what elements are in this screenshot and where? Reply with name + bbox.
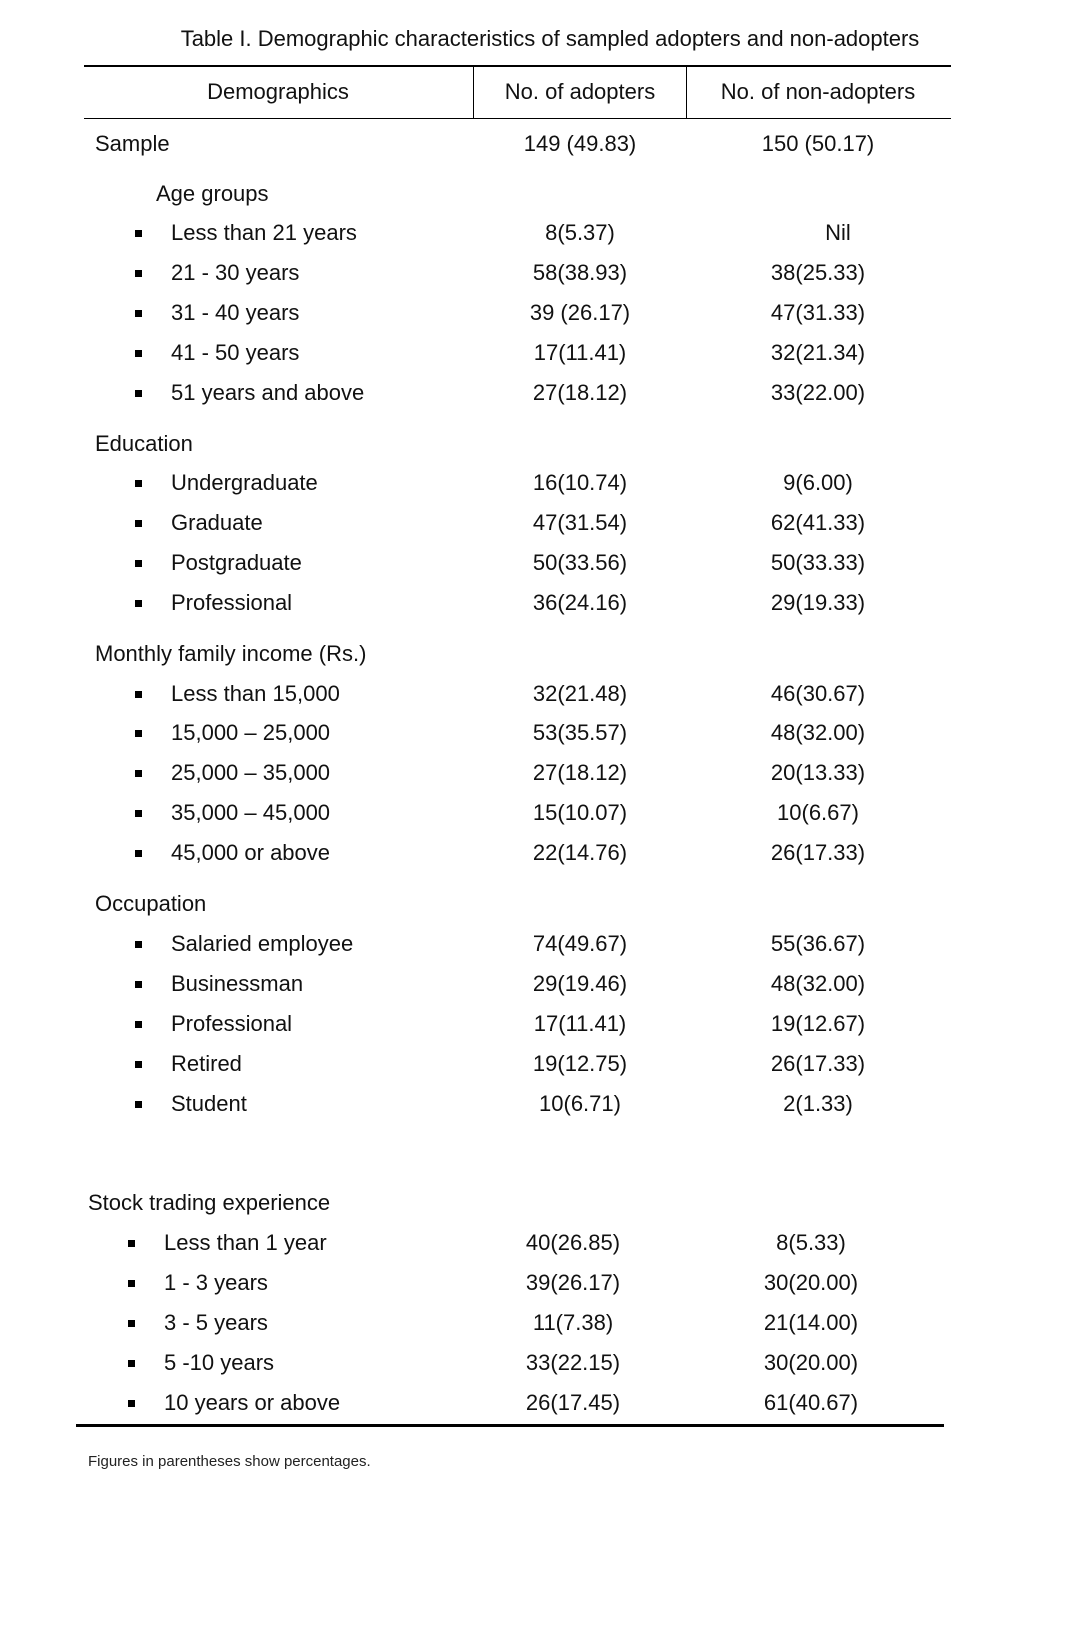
row-label: 15,000 – 25,000 xyxy=(171,720,331,745)
row-label: Less than 1 year xyxy=(164,1230,327,1255)
category-label: Age groups xyxy=(156,181,269,206)
bullet-icon xyxy=(135,600,142,607)
bullet-icon xyxy=(135,350,142,357)
row-label: Undergraduate xyxy=(171,470,318,495)
adopters-value: 17(11.41) xyxy=(533,1011,627,1036)
non-adopters-value: 30(20.00) xyxy=(763,1350,859,1375)
category-label: Monthly family income (Rs.) xyxy=(95,641,367,666)
adopters-value: 19(12.75) xyxy=(532,1051,628,1076)
bullet-icon xyxy=(135,770,142,777)
footnote: Figures in parentheses show percentages. xyxy=(88,1453,371,1470)
bullet-icon xyxy=(135,1021,142,1028)
adopters-value: 16(10.74) xyxy=(532,470,628,495)
adopters-value: 39 (26.17) xyxy=(529,300,631,325)
adopters-value: 33(22.15) xyxy=(525,1350,621,1375)
bullet-icon xyxy=(135,810,142,817)
bullet-icon xyxy=(135,1101,142,1108)
non-adopters-value: 19(12.67) xyxy=(770,1011,866,1036)
non-adopters-value: 150 (50.17) xyxy=(761,131,875,156)
bullet-icon xyxy=(135,560,142,567)
non-adopters-value: 32(21.34) xyxy=(770,340,866,365)
non-adopters-value: 62(41.33) xyxy=(770,510,866,535)
bullet-icon xyxy=(135,981,142,988)
row-label: Professional xyxy=(171,1011,293,1036)
row-label: 51 years and above xyxy=(171,380,365,405)
adopters-value: 47(31.54) xyxy=(532,510,628,535)
non-adopters-value: 2(1.33) xyxy=(783,1091,853,1116)
bottom-rule xyxy=(76,1424,944,1427)
bullet-icon xyxy=(135,270,142,277)
non-adopters-value: 8(5.33) xyxy=(776,1230,846,1255)
adopters-value: 74(49.67) xyxy=(532,931,628,956)
bullet-icon xyxy=(135,390,142,397)
header-non-adopters: No. of non-adopters xyxy=(720,79,916,104)
bullet-icon xyxy=(128,1240,135,1247)
bullet-icon xyxy=(128,1360,135,1367)
bullet-icon xyxy=(135,520,142,527)
bullet-icon xyxy=(135,1061,142,1068)
adopters-value: 22(14.76) xyxy=(532,840,628,865)
row-label: 35,000 – 45,000 xyxy=(171,800,331,825)
table-title: Table I. Demographic characteristics of sampled adopters and non-adopters xyxy=(180,26,920,51)
non-adopters-value: 48(32.00) xyxy=(770,720,866,745)
non-adopters-value: 47(31.33) xyxy=(770,300,866,325)
header-divider-1 xyxy=(473,67,474,118)
bullet-icon xyxy=(135,850,142,857)
row-label: 5 -10 years xyxy=(164,1350,275,1375)
non-adopters-value: Nil xyxy=(825,220,851,245)
bullet-icon xyxy=(128,1320,135,1327)
adopters-value: 15(10.07) xyxy=(532,800,628,825)
non-adopters-value: 38(25.33) xyxy=(770,260,866,285)
non-adopters-value: 26(17.33) xyxy=(770,840,866,865)
bullet-icon xyxy=(128,1280,135,1287)
adopters-value: 29(19.46) xyxy=(532,971,628,996)
bullet-icon xyxy=(135,941,142,948)
row-label: Professional xyxy=(171,590,293,615)
row-label: 21 - 30 years xyxy=(171,260,300,285)
category-label: Stock trading experience xyxy=(88,1190,331,1215)
adopters-value: 32(21.48) xyxy=(532,681,628,706)
row-label: 10 years or above xyxy=(164,1390,341,1415)
row-label: Retired xyxy=(171,1051,242,1076)
adopters-value: 149 (49.83) xyxy=(523,131,637,156)
non-adopters-value: 61(40.67) xyxy=(763,1390,859,1415)
row-label: Student xyxy=(171,1091,247,1116)
top-rule xyxy=(84,65,951,67)
header-divider-2 xyxy=(686,67,687,118)
non-adopters-value: 9(6.00) xyxy=(783,470,853,495)
non-adopters-value: 33(22.00) xyxy=(770,380,866,405)
adopters-value: 53(35.57) xyxy=(532,720,628,745)
category-label: Occupation xyxy=(95,891,207,916)
bullet-icon xyxy=(135,310,142,317)
adopters-value: 40(26.85) xyxy=(525,1230,621,1255)
category-label: Sample xyxy=(95,131,170,156)
non-adopters-value: 48(32.00) xyxy=(770,971,866,996)
adopters-value: 17(11.41) xyxy=(533,340,627,365)
row-label: Less than 15,000 xyxy=(171,681,340,706)
row-label: 45,000 or above xyxy=(171,840,331,865)
adopters-value: 27(18.12) xyxy=(532,760,628,785)
category-label: Education xyxy=(95,431,193,456)
non-adopters-value: 21(14.00) xyxy=(763,1310,859,1335)
bullet-icon xyxy=(135,691,142,698)
row-label: Less than 21 years xyxy=(171,220,357,245)
header-adopters: No. of adopters xyxy=(504,79,656,104)
row-label: 41 - 50 years xyxy=(171,340,300,365)
adopters-value: 27(18.12) xyxy=(532,380,628,405)
adopters-value: 26(17.45) xyxy=(525,1390,621,1415)
bullet-icon xyxy=(128,1400,135,1407)
row-label: Businessman xyxy=(171,971,304,996)
adopters-value: 58(38.93) xyxy=(532,260,628,285)
non-adopters-value: 46(30.67) xyxy=(770,681,866,706)
non-adopters-value: 50(33.33) xyxy=(770,550,866,575)
adopters-value: 10(6.71) xyxy=(539,1091,621,1116)
row-label: 1 - 3 years xyxy=(164,1270,268,1295)
non-adopters-value: 55(36.67) xyxy=(770,931,866,956)
bullet-icon xyxy=(135,730,142,737)
adopters-value: 11(7.38) xyxy=(532,1310,614,1335)
non-adopters-value: 26(17.33) xyxy=(770,1051,866,1076)
header-rule xyxy=(84,118,951,119)
adopters-value: 36(24.16) xyxy=(532,590,628,615)
non-adopters-value: 30(20.00) xyxy=(763,1270,859,1295)
adopters-value: 8(5.37) xyxy=(545,220,615,245)
bullet-icon xyxy=(135,480,142,487)
row-label: Postgraduate xyxy=(171,550,302,575)
header-demographics: Demographics xyxy=(207,79,349,104)
row-label: 3 - 5 years xyxy=(164,1310,268,1335)
row-label: 25,000 – 35,000 xyxy=(171,760,331,785)
row-label: 31 - 40 years xyxy=(171,300,300,325)
adopters-value: 50(33.56) xyxy=(532,550,628,575)
adopters-value: 39(26.17) xyxy=(525,1270,621,1295)
row-label: Graduate xyxy=(171,510,263,535)
non-adopters-value: 10(6.67) xyxy=(777,800,859,825)
non-adopters-value: 20(13.33) xyxy=(770,760,866,785)
non-adopters-value: 29(19.33) xyxy=(770,590,866,615)
row-label: Salaried employee xyxy=(171,931,354,956)
bullet-icon xyxy=(135,230,142,237)
